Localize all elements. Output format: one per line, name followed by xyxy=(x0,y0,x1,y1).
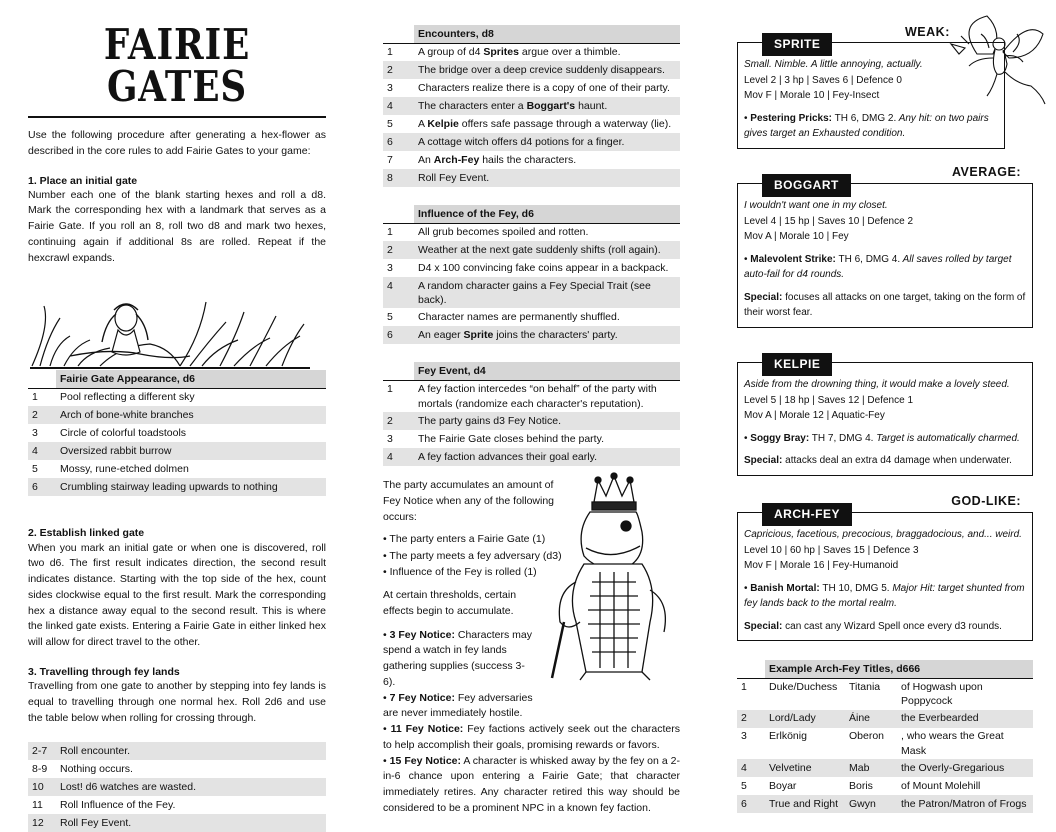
section-1-heading: 1. Place an initial gate xyxy=(28,174,138,187)
result-text: A fey faction advances their goal early. xyxy=(414,448,680,466)
stat-line-2: Mov A | Morale 12 | Aquatic-Fey xyxy=(744,410,885,421)
attack-text: • Malevolent Strike: TH 6, DMG 4. All saves rolled by target auto-fail for d4 rounds. xyxy=(744,253,1012,280)
title-rank: Erlkönig xyxy=(769,730,807,743)
tier-godlike-label: GOD-LIKE: xyxy=(951,494,1021,508)
influence-table-header xyxy=(383,205,680,223)
intro-text: Use the following procedure after generating a hex-flower as described in the core rules to add Fairie Gates to your game: xyxy=(28,129,326,157)
table-row xyxy=(383,97,680,115)
fey-event-table-header xyxy=(383,362,680,380)
encounters-table xyxy=(383,25,680,187)
table-row xyxy=(28,742,326,760)
table-row xyxy=(28,442,326,460)
frog-king-illustration xyxy=(546,472,678,682)
roll-value: 2 xyxy=(383,412,414,430)
roll-value: 2 xyxy=(383,61,414,79)
titles-table-title: Example Arch-Fey Titles, d666 xyxy=(765,660,1033,678)
arch-fey-titles-table xyxy=(737,660,1033,813)
title-rank: Velvetine xyxy=(765,759,845,777)
stat-line-2: Mov F | Morale 16 | Fey-Humanoid xyxy=(744,560,899,571)
attack-text: • Soggy Bray: TH 7, DMG 4. Target is automatically charmed. xyxy=(744,432,1020,444)
title-epithet: of Hogwash upon Poppycock xyxy=(901,681,983,708)
fey-event-table xyxy=(383,362,680,466)
stat-line-1: Level 5 | 18 hp | Saves 12 | Defence 1 xyxy=(744,394,914,406)
statblock-boggart xyxy=(737,178,1033,328)
table-row xyxy=(383,169,680,187)
notice-15-text: • 15 Fey Notice: A character is whisked away by the fey on a 2-in-6 chance upon entering a Fairie Gate; that character immediately retires. Any character retired this way should be considered to be a prominent NPC in a known fey faction. xyxy=(383,754,681,814)
result-text: Character names are permanently shuffled. xyxy=(418,310,620,323)
special-text: Special: focuses all attacks on one target, taking on the form of their worst fear. xyxy=(744,291,1026,318)
result-text: A group of d4 Sprites argue over a thimble. xyxy=(418,46,621,58)
table-row xyxy=(383,448,680,466)
result-text: The bridge over a deep crevice suddenly disappears. xyxy=(414,61,680,79)
special-text: Special: can cast any Wizard Spell once every d3 rounds. xyxy=(744,620,1002,632)
table-row xyxy=(383,308,680,326)
result-text: Roll Influence of the Fey. xyxy=(60,798,176,811)
title-name: Mab xyxy=(845,759,897,777)
stat-line-1: Level 4 | 15 hp | Saves 10 | Defence 2 xyxy=(744,215,914,227)
titles-table-header xyxy=(737,660,1033,678)
notice-3-text: • 3 Fey Notice: Characters may spend a watch in fey lands gathering supplies (success 3-6). xyxy=(383,628,532,688)
title-epithet: of Mount Molehill xyxy=(901,779,981,792)
title-rank: True and Right xyxy=(765,795,845,813)
table-row xyxy=(383,259,680,277)
result-text: Mossy, rune-etched dolmen xyxy=(60,462,189,475)
title-rank: Lord/Lady xyxy=(765,710,845,728)
table-row xyxy=(383,430,680,448)
stat-line-2: Mov A | Morale 10 | Fey xyxy=(744,231,849,242)
roll-value: 3 xyxy=(387,261,393,274)
result-text: A Kelpie offers safe passage through a waterway (lie). xyxy=(418,117,672,130)
table-row xyxy=(28,406,326,424)
result-text: A fey faction intercedes “on behalf” of the party with mortals (randomize each character's reputation). xyxy=(418,383,657,410)
roll-value: 2-7 xyxy=(28,742,56,760)
table-row xyxy=(28,814,326,832)
table-row xyxy=(383,133,680,151)
roll-value: 4 xyxy=(383,97,414,115)
title-name: Boris xyxy=(849,779,873,792)
roll-value: 3 xyxy=(741,730,747,743)
table-row xyxy=(737,759,1033,777)
roll-value: 12 xyxy=(28,814,56,832)
result-text: A random character gains a Fey Special Trait (see back). xyxy=(414,277,680,308)
column-left xyxy=(28,0,326,832)
result-text: The party gains d3 Fey Notice. xyxy=(414,412,680,430)
tier-weak-label: WEAK: xyxy=(905,25,950,39)
statblock-arch-fey xyxy=(737,507,1033,641)
fey-notice-list xyxy=(383,531,569,580)
result-text: Roll Fey Event. xyxy=(56,814,326,832)
column-right xyxy=(737,0,1033,816)
roll-value: 6 xyxy=(383,133,414,151)
statblock-sprite-name: SPRITE xyxy=(762,33,832,56)
statblock-boggart-name: BOGGART xyxy=(762,174,851,197)
table-row xyxy=(383,277,680,308)
result-text: Roll encounter. xyxy=(56,742,326,760)
table-row xyxy=(383,412,680,430)
table-row xyxy=(28,778,326,796)
result-text: Arch of bone-white branches xyxy=(56,406,326,424)
result-text: Characters realize there is a copy of one of their party. xyxy=(418,81,670,94)
roll-value: 4 xyxy=(737,759,765,777)
page-title: FAIRIE GATES xyxy=(103,20,251,111)
flavor-text: Small. Nimble. A little annoying, actually. xyxy=(744,59,923,70)
title-name: Áine xyxy=(845,710,897,728)
table-row xyxy=(28,760,326,778)
table-row xyxy=(737,710,1033,728)
appearance-table xyxy=(28,370,326,496)
table-row xyxy=(383,326,680,344)
statblock-arch-fey-name: ARCH-FEY xyxy=(762,503,852,526)
roll-value: 1 xyxy=(32,391,38,404)
section-3-heading: 3. Travelling through fey lands xyxy=(28,665,180,678)
roll-value: 5 xyxy=(387,117,393,130)
table-row xyxy=(28,460,326,478)
result-text: All grub becomes spoiled and rotten. xyxy=(418,226,589,238)
title-divider xyxy=(28,116,326,118)
flavor-text: I wouldn't want one in my closet. xyxy=(744,200,888,211)
roll-value: 3 xyxy=(32,426,38,439)
result-text: Crumbling stairway leading upwards to nothing xyxy=(56,478,326,496)
stat-line-2: Mov F | Morale 10 | Fey-Insect xyxy=(744,90,880,101)
table-row xyxy=(383,43,680,61)
notice-11-text: • 11 Fey Notice: Fey factions actively seek out the characters to help accomplish their goals, promising rewards or favors. xyxy=(383,723,680,751)
roll-value: 3 xyxy=(387,432,393,445)
title-rank: Duke/Duchess xyxy=(769,681,838,693)
roll-value: 7 xyxy=(387,153,393,166)
result-text: A cottage witch offers d4 potions for a finger. xyxy=(414,133,680,151)
roll-value: 5 xyxy=(387,310,393,323)
roll-value: 8 xyxy=(383,169,414,187)
table-row xyxy=(28,424,326,442)
roll-value: 2 xyxy=(28,406,56,424)
stat-line-1: Level 10 | 60 hp | Saves 15 | Defence 3 xyxy=(744,544,919,556)
section-3-text: Travelling from one gate to another by stepping into fey lands is equal to travelling through one normal hex. Roll 2d6 and use the table below when rolling for crossing through. xyxy=(28,680,326,724)
title-epithet: the Overly-Gregarious xyxy=(897,759,1033,777)
roll-value: 11 xyxy=(32,798,43,811)
fey-event-table-title: Fey Event, d4 xyxy=(414,362,680,380)
roll-value: 4 xyxy=(383,448,414,466)
roll-value: 1 xyxy=(387,383,393,396)
crossing-table xyxy=(28,742,326,832)
result-text: Lost! d6 watches are wasted. xyxy=(56,778,326,796)
title-epithet: , who wears the Great Mask xyxy=(901,730,1004,757)
title-name: Oberon xyxy=(849,730,885,743)
flavor-text: Capricious, facetious, precocious, braggadocious, and... weird. xyxy=(744,529,1022,540)
table-row xyxy=(737,777,1033,795)
table-row xyxy=(737,728,1033,759)
fey-notice-intro: The party accumulates an amount of Fey Notice when any of the following occurs: xyxy=(383,479,555,523)
table-row xyxy=(28,388,326,406)
list-item: • Influence of the Fey is rolled (1) xyxy=(383,565,537,578)
title-epithet: the Patron/Matron of Frogs xyxy=(897,795,1033,813)
table-row xyxy=(383,223,680,241)
table-row xyxy=(383,151,680,169)
table-row xyxy=(28,796,326,814)
roll-value: 8-9 xyxy=(32,762,48,775)
title-name: Gwyn xyxy=(845,795,897,813)
influence-table-title: Influence of the Fey, d6 xyxy=(414,205,680,223)
statblock-kelpie xyxy=(737,357,1033,476)
influence-table xyxy=(383,205,680,344)
table-row xyxy=(383,380,680,412)
tier-average-label: AVERAGE: xyxy=(951,165,1021,179)
result-text: Roll Fey Event. xyxy=(414,169,680,187)
roll-value: 2 xyxy=(737,710,765,728)
table-row xyxy=(737,678,1033,710)
result-text: An Arch-Fey hails the characters. xyxy=(418,153,577,166)
roll-value: 2 xyxy=(383,241,414,259)
section-2-text: When you mark an initial gate or when one is discovered, roll two d6. The first result indicates direction, the second result indicates distance. Starting with the top side of the hex, count sides clockwise equal to the first result. Mark the corresponding hex a distance away equal to the second result. This is where the linked gate exists. Entering a Fairie Gate in either linked hex will allow for direct travel to the other. xyxy=(28,541,326,649)
statblock-sprite xyxy=(737,37,1005,149)
roll-value: 1 xyxy=(741,681,747,693)
appearance-table-header xyxy=(28,370,326,388)
stat-line-1: Level 2 | 3 hp | Saves 6 | Defence 0 xyxy=(744,74,902,86)
fey-notice-section xyxy=(383,478,680,817)
table-row xyxy=(737,795,1033,813)
roll-value: 6 xyxy=(28,478,56,496)
notice-7-text: • 7 Fey Notice: Fey adversaries are never immediately hostile. xyxy=(383,691,533,720)
thresholds-text: At certain thresholds, certain effects begin to accumulate. xyxy=(383,589,517,617)
table-row xyxy=(383,241,680,259)
roll-value: 6 xyxy=(737,795,765,813)
table-row xyxy=(383,61,680,79)
roll-value: 4 xyxy=(383,277,414,308)
table-row xyxy=(383,79,680,97)
result-text: Weather at the next gate suddenly shifts (roll again). xyxy=(414,241,680,259)
statblock-kelpie-name: KELPIE xyxy=(762,353,832,376)
encounters-table-header xyxy=(383,25,680,43)
roll-value: 10 xyxy=(28,778,56,796)
title-epithet: the Everbearded xyxy=(897,710,1033,728)
result-text: D4 x 100 convincing fake coins appear in a backpack. xyxy=(418,261,669,274)
result-text: An eager Sprite joins the characters' party. xyxy=(414,326,680,344)
result-text: Circle of colorful toadstools xyxy=(60,426,187,439)
water-nymph-illustration xyxy=(30,296,310,370)
roll-value: 1 xyxy=(387,46,393,58)
roll-value: 1 xyxy=(387,226,393,238)
roll-value: 5 xyxy=(741,779,747,792)
encounters-table-title: Encounters, d8 xyxy=(414,25,680,43)
section-1-text: Number each one of the blank starting hexes and roll a d8. Mark the corresponding hex with a landmark that serves as a Fairie Gate. If you roll an 8, roll two d8 and mark two hexes, continuing again if additional 8s are rolled. Repeat if the hexcrawl expands. xyxy=(28,188,326,264)
table-row xyxy=(383,115,680,133)
roll-value: 6 xyxy=(383,326,414,344)
result-text: The Fairie Gate closes behind the party. xyxy=(418,432,604,445)
flavor-text: Aside from the drowning thing, it would make a lovely steed. xyxy=(744,379,1010,390)
result-text: Oversized rabbit burrow xyxy=(56,442,326,460)
result-text: Nothing occurs. xyxy=(60,762,133,775)
roll-value: 3 xyxy=(387,81,393,94)
title-rank: Boyar xyxy=(769,779,797,792)
result-text: Pool reflecting a different sky xyxy=(60,391,195,404)
list-item: • The party meets a fey adversary (d3) xyxy=(383,549,562,562)
attack-text: • Banish Mortal: TH 10, DMG 5. Major Hit: target shunted from fey lands back to the mortal realm. xyxy=(744,582,1025,609)
appearance-table-title: Fairie Gate Appearance, d6 xyxy=(56,370,326,388)
title-name: Titania xyxy=(849,681,881,693)
table-row xyxy=(28,478,326,496)
result-text: The characters enter a Boggart's haunt. xyxy=(414,97,680,115)
special-text: Special: attacks deal an extra d4 damage when underwater. xyxy=(744,455,1012,466)
attack-text: • Pestering Pricks: TH 6, DMG 2. Any hit: on two pairs gives target an Exhausted condition. xyxy=(744,112,989,139)
list-item: • The party enters a Fairie Gate (1) xyxy=(383,533,546,546)
column-middle xyxy=(383,25,680,817)
roll-value: 5 xyxy=(32,462,38,475)
roll-value: 4 xyxy=(28,442,56,460)
section-2-heading: 2. Establish linked gate xyxy=(28,527,145,540)
